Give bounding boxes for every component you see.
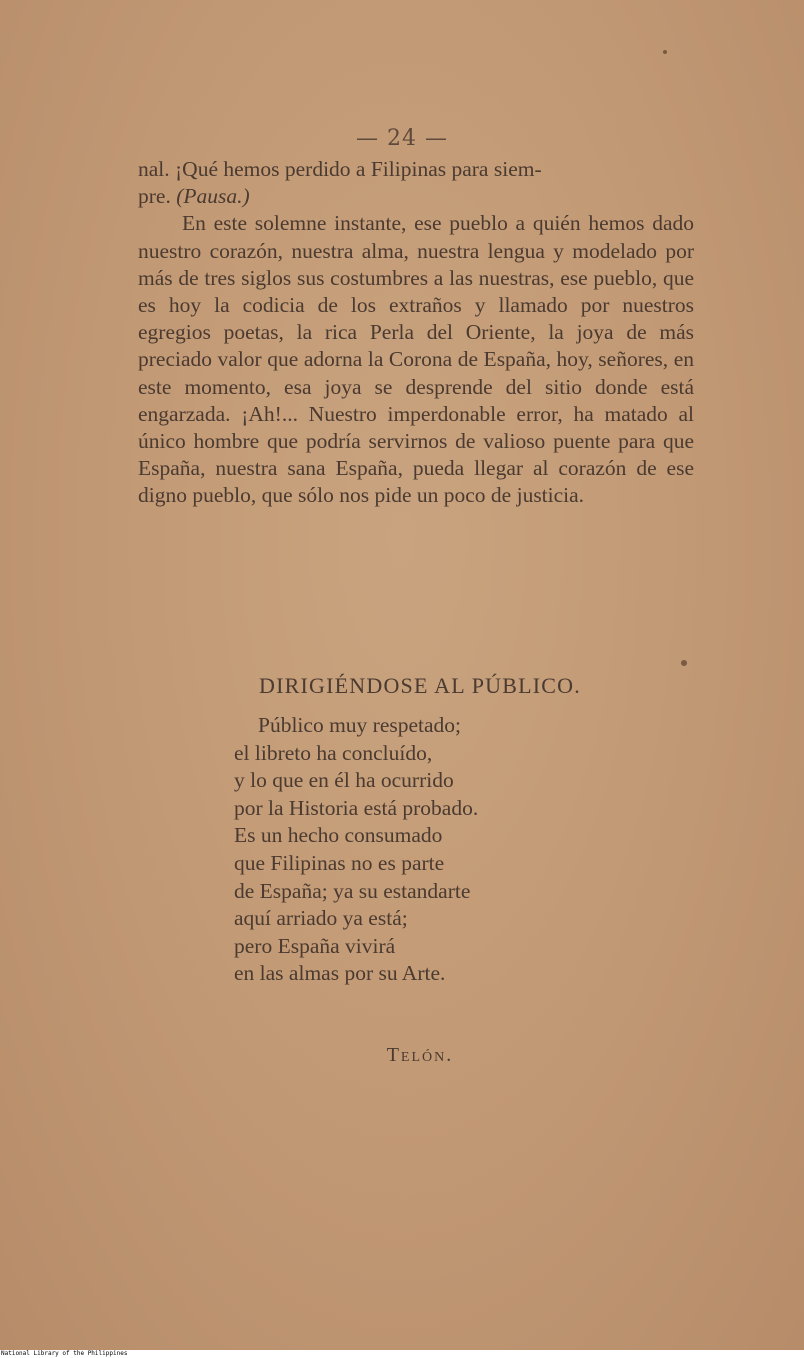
verse-line: Público muy respetado;: [258, 713, 462, 737]
paragraph-line: nal. ¡Qué hemos perdido a Filipinas para siem-: [138, 157, 542, 181]
paragraph-main: En este solemne instante, ese pueblo a quién hemos dado nuestro corazón, nuestra alma, nuestra lengua y modelado por más de tres siglos sus costumbres a las nuestras, ese pueblo, que es hoy la codicia de los extraños y llamado por nuestros egregios poetas, la rica Perla del Oriente, la joya de más preciado valor que adorna la Corona de España, hoy, señores, en este momento, esa joya se desprende del sitio donde está engarzada. ¡Ah!... Nuestro imperdonable error, ha matado al único hombre que podría servirnos de valioso puente para que España, nuestra sana España, pueda llegar al corazón de ese digno pueblo, que sólo nos pide un poco de justicia.: [138, 211, 694, 508]
page-number: — 24 —: [356, 126, 448, 151]
section-heading: DIRIGIÉNDOSE AL PÚBLICO.: [259, 673, 581, 698]
ink-speck: [681, 660, 687, 666]
verse-line: de España; ya su estandarte: [234, 878, 471, 903]
verse-line: por la Historia está probado.: [234, 795, 479, 820]
library-credit: National Library of the Philippines: [1, 1350, 128, 1357]
verse-line: y lo que en él ha ocurrido: [234, 768, 454, 793]
verse-line: Es un hecho consumado: [234, 823, 443, 848]
paragraph-line-end: pre.: [138, 184, 177, 209]
verse-line: aquí arriado ya está;: [234, 906, 408, 931]
verse-line: pero España vivirá: [234, 933, 396, 958]
verse-line: que Filipinas no es parte: [234, 850, 445, 875]
closing-curtain: Telón.: [386, 1044, 454, 1066]
footer-strip: [0, 1350, 804, 1358]
ink-speck: [663, 50, 667, 54]
verse-block: [234, 712, 478, 988]
stage-direction: (Pausa.): [176, 184, 250, 209]
verse-line: en las almas por su Arte.: [234, 961, 446, 986]
verse-line: el libreto ha concluído,: [234, 740, 433, 765]
prose-block: [138, 156, 694, 510]
paragraph-continuation: [138, 156, 694, 210]
